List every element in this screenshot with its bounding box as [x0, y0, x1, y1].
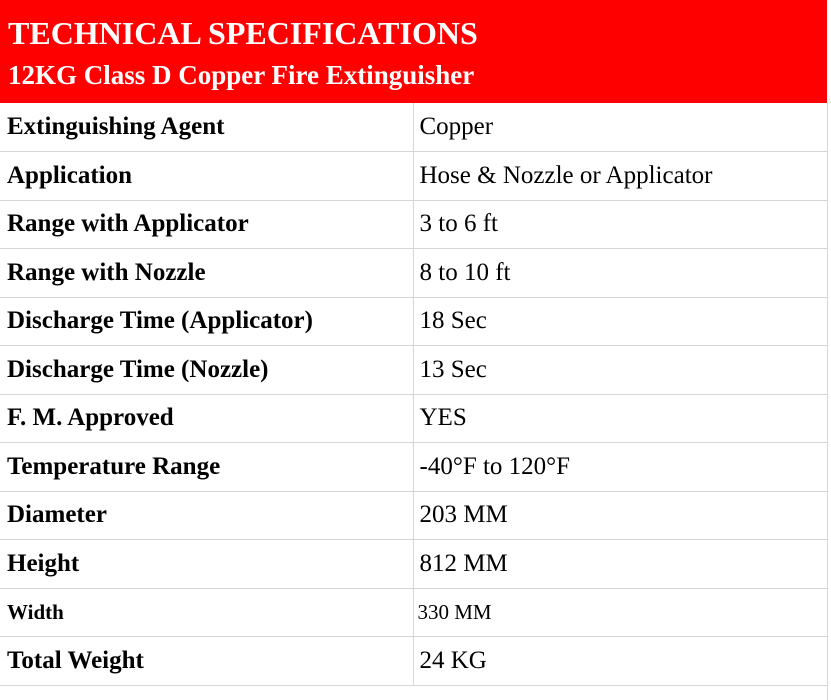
- spec-value: 203 MM: [413, 491, 828, 540]
- spec-label: Width: [0, 588, 413, 637]
- page-title: TECHNICAL SPECIFICATIONS: [8, 15, 478, 51]
- spec-label: Discharge Time (Applicator): [0, 297, 413, 346]
- table-row: [0, 540, 828, 589]
- product-subtitle: 12KG Class D Copper Fire Extinguisher: [8, 60, 475, 90]
- spec-label: F. M. Approved: [0, 394, 413, 443]
- spec-label: Temperature Range: [0, 443, 413, 492]
- table-row: [0, 297, 828, 346]
- spec-value: 24 KG: [413, 637, 828, 686]
- spec-label: Range with Applicator: [0, 200, 413, 249]
- table-row: [0, 637, 828, 686]
- spec-value: 3 to 6 ft: [413, 200, 828, 249]
- table-row: [0, 346, 828, 395]
- table-row: [0, 152, 828, 201]
- spec-header: [0, 0, 827, 103]
- table-row: [0, 443, 828, 492]
- spec-label: Range with Nozzle: [0, 249, 413, 298]
- spec-table: [0, 103, 828, 686]
- table-row: [0, 249, 828, 298]
- spec-label: Total Weight: [0, 637, 413, 686]
- spec-label: Diameter: [0, 491, 413, 540]
- spec-value: -40°F to 120°F: [413, 443, 828, 492]
- table-row: [0, 200, 828, 249]
- table-row: [0, 491, 828, 540]
- spec-value: 18 Sec: [413, 297, 828, 346]
- spec-value: YES: [413, 394, 828, 443]
- table-row: [0, 394, 828, 443]
- spec-value: Copper: [413, 103, 828, 152]
- spec-label: Height: [0, 540, 413, 589]
- spec-value: 8 to 10 ft: [413, 249, 828, 298]
- spec-label: Discharge Time (Nozzle): [0, 346, 413, 395]
- table-row: [0, 588, 828, 637]
- spec-value: 330 MM: [413, 588, 828, 637]
- spec-value: Hose & Nozzle or Applicator: [413, 152, 828, 201]
- right-border: [827, 0, 831, 700]
- spec-label: Extinguishing Agent: [0, 103, 413, 152]
- spec-label: Application: [0, 152, 413, 201]
- table-row: [0, 103, 828, 152]
- spec-value: 812 MM: [413, 540, 828, 589]
- spec-value: 13 Sec: [413, 346, 828, 395]
